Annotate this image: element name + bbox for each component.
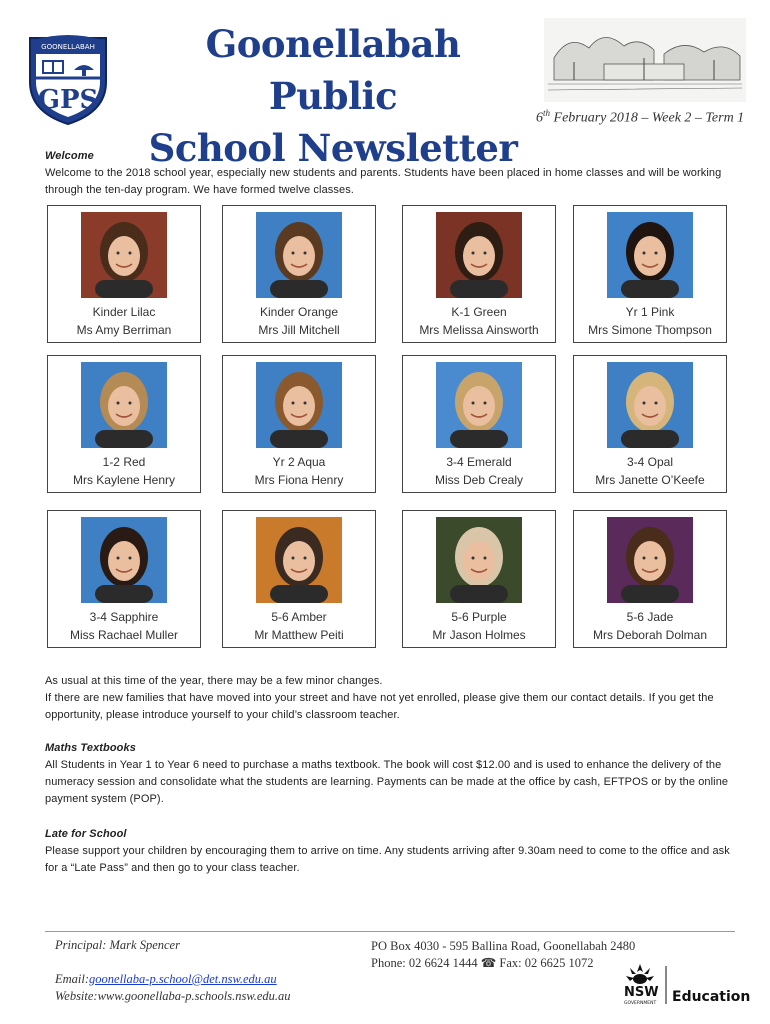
school-crest-logo — [24, 32, 112, 126]
late-section — [45, 826, 735, 877]
teacher-photo — [81, 362, 167, 448]
maths-section — [45, 740, 735, 808]
teacher-name: Mr Jason Holmes — [432, 628, 526, 642]
class-name: Kinder Orange — [259, 305, 339, 319]
teacher-photo — [436, 517, 522, 603]
teacher-photo — [436, 362, 522, 448]
class-name: 3-4 Emerald — [446, 455, 512, 469]
class-name: Yr 2 Aqua — [272, 455, 326, 469]
teacher-card — [573, 205, 727, 343]
issue-rest: February 2018 – Week 2 – Term 1 — [550, 110, 745, 126]
crest-text: GOONELLABAH — [41, 43, 95, 51]
teacher-card — [402, 205, 556, 343]
nsw-education-logo — [622, 962, 752, 1008]
teacher-name: Miss Rachael Muller — [69, 628, 179, 642]
teacher-card — [573, 510, 727, 648]
class-name: Kinder Lilac — [92, 305, 156, 319]
teacher-photo — [256, 362, 342, 448]
teacher-card — [222, 205, 376, 343]
changes-section — [45, 673, 735, 724]
svg-text:GPS: GPS — [37, 85, 99, 115]
website-line[interactable]: Website:www.goonellaba-p.schools.nsw.edu.au — [55, 989, 291, 1003]
class-name: 3-4 Opal — [626, 455, 674, 469]
class-name: 1-2 Red — [102, 455, 146, 469]
welcome-heading: Welcome — [45, 150, 94, 162]
changes-line-1: As usual at this time of the year, there may be a few minor changes. — [45, 675, 383, 687]
teacher-name: Miss Deb Crealy — [434, 473, 524, 487]
teacher-name: Mrs Melissa Ainsworth — [419, 323, 539, 337]
class-name: Yr 1 Pink — [625, 305, 675, 319]
teacher-photo — [607, 517, 693, 603]
teacher-card — [47, 510, 201, 648]
teacher-photo — [256, 517, 342, 603]
nsw-logo-text: NSW — [624, 985, 659, 1000]
teacher-card — [222, 510, 376, 648]
welcome-section — [45, 148, 735, 199]
late-heading: Late for School — [45, 828, 127, 840]
teacher-name: Ms Amy Berriman — [76, 323, 172, 337]
maths-heading: Maths Textbooks — [45, 742, 136, 754]
email-link[interactable]: goonellaba-p.school@det.nsw.edu.au — [89, 972, 277, 986]
phone-line: Phone: 02 6624 1444 ☎ Fax: 02 6625 1072 — [371, 956, 594, 970]
class-name: 5-6 Purple — [451, 610, 507, 624]
teacher-card — [402, 355, 556, 493]
email-label: Email: — [55, 972, 90, 986]
email-line — [55, 972, 291, 989]
maths-text: All Students in Year 1 to Year 6 need to purchase a maths textbook. The book will cost $12.00 and is used to enhance the delivery of the numeracy session and consolidate what the students are learning. Payments can be made at the office by cash, EFTPOS or by the online payment system (POP). — [45, 759, 729, 805]
teacher-name: Mrs Deborah Dolman — [592, 628, 708, 642]
welcome-text: Welcome to the 2018 school year, especially new students and parents. Students have been placed in home classes and will be working through the ten-day program. We have formed twelve classes. — [45, 167, 722, 196]
footer-contact — [55, 938, 291, 1006]
nsw-education-text: Education — [672, 989, 751, 1005]
issue-day: 6 — [536, 110, 543, 126]
footer-divider — [45, 931, 735, 932]
title-line-2: School Newsletter — [148, 126, 518, 170]
late-text: Please support your children by encouraging them to arrive on time. Any students arriving after 9.30am need to come to the office and ask for a “Late Pass” and then go to your class teacher. — [45, 845, 730, 874]
teacher-card — [402, 510, 556, 648]
teacher-name: Mrs Janette O’Keefe — [595, 473, 705, 487]
teacher-name: Mrs Fiona Henry — [254, 473, 344, 487]
teacher-card — [222, 355, 376, 493]
issue-day-suffix: th — [543, 108, 551, 118]
teacher-card — [47, 205, 201, 343]
teacher-card — [47, 355, 201, 493]
class-name: 3-4 Sapphire — [89, 610, 159, 624]
address-line: PO Box 4030 - 595 Ballina Road, Goonellabah 2480 — [371, 939, 636, 953]
teacher-photo — [607, 362, 693, 448]
teacher-name: Mr Matthew Peiti — [254, 628, 344, 642]
footer-address — [371, 938, 635, 972]
issue-date — [536, 108, 744, 127]
teacher-photo — [607, 212, 693, 298]
class-name: 5-6 Jade — [626, 610, 674, 624]
class-name: K-1 Green — [451, 305, 507, 319]
teacher-photo — [81, 517, 167, 603]
teacher-photo — [256, 212, 342, 298]
teacher-photo — [436, 212, 522, 298]
teacher-name: Mrs Simone Thompson — [588, 323, 712, 337]
nsw-logo-sub: GOVERNMENT — [624, 1001, 657, 1006]
teacher-photo — [81, 212, 167, 298]
changes-line-2: If there are new families that have moved into your street and have not yet enrolled, please give them our contact details. If you get the opportunity, please introduce yourself to your child’s classroom teacher. — [45, 692, 714, 721]
class-name: 5-6 Amber — [271, 610, 327, 624]
teacher-name: Mrs Jill Mitchell — [258, 323, 340, 337]
teacher-card — [573, 355, 727, 493]
teacher-name: Mrs Kaylene Henry — [72, 473, 176, 487]
principal-name: Principal: Mark Spencer — [55, 938, 180, 952]
school-sketch-image — [544, 18, 746, 102]
title-line-1: Goonellabah Public — [205, 22, 461, 118]
